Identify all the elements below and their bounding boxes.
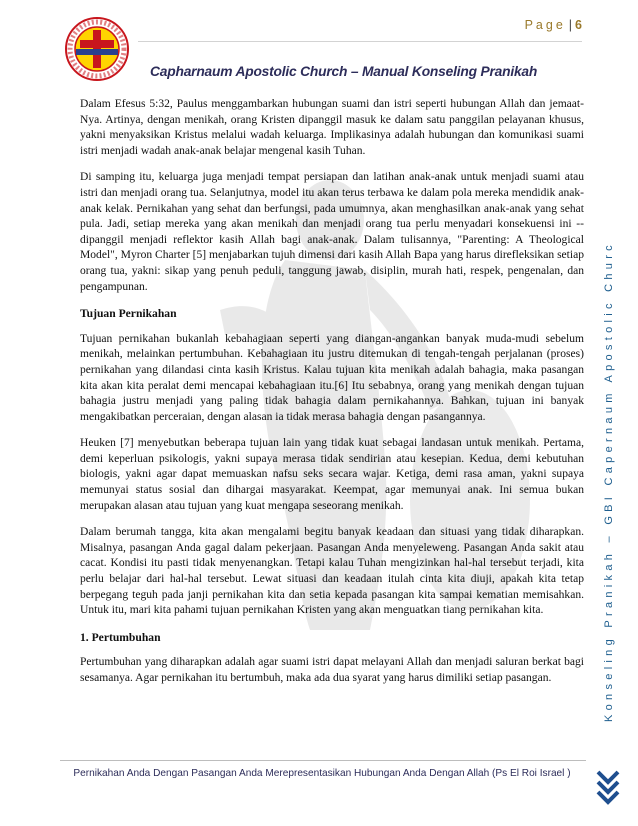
- paragraph: Dalam berumah tangga, kita akan mengalami begitu banyak keadaan dan situasi yang tidak diharapkan. Misalnya, pasangan Anda gagal dalam pekerjaan. Pasangan Anda menyeleweng. Pasangan Anda sakit atau cacat. Kondisi itu pasti tidak menyenangkan. Tetapi kalau Tuhan mengizinkan hal-hal tersebut terjadi, kita perlu belajar dari hal-hal tersebut. Lewat situasi dan keadaan itulah cinta kita diuji, apakah kita tetap berpegang teguh pada janji pernikahan kita dan setia kepada pasangan kita sampai kematian memisahkan. Untuk itu, mari kita pahami tujuan pernikahan Kristen yang akan menguatkan tiang pernikahan kita.: [80, 526, 584, 617]
- paragraph: Pertumbuhan yang diharapkan adalah agar suami istri dapat melayani Allah dan menjadi saluran berkat bagi sesamanya. Agar pernikahan itu bertumbuh, maka ada dua syarat yang harus dimiliki setiap pasangan.: [80, 656, 584, 684]
- document-title: Capharnaum Apostolic Church – Manual Konseling Pranikah: [150, 64, 538, 79]
- vertical-side-title: Konseling Pranikah – GBI Capernaum Apostolic Churc: [603, 241, 615, 722]
- paragraph: Heuken [7] menyebutkan beberapa tujuan lain yang tidak kuat sebagai landasan untuk menikah. Pertama, demi keperluan psikologis, yakni supaya merasa tidak sendirian atau kesepian. Kedua, demi kebutuhan biologis, yakni agar dapat memuaskan nafsu seks secara wajar. Ketiga, demi rasa aman, yakni supaya memunyai status sosial dan dihargai masyarakat. Keempat, agar memunyai anak. Ini semua bukan merupakan alasan atau tujuan yang kuat mengapa seseorang menikah.: [80, 437, 584, 512]
- section-heading: 1. Pertumbuhan: [80, 630, 161, 644]
- footer-divider: [60, 760, 586, 761]
- footer-text: Pernikahan Anda Dengan Pasangan Anda Merepresentasikan Hubungan Anda Dengan Allah (Ps El Roi Israel ): [73, 768, 571, 779]
- church-logo-icon: [64, 16, 130, 82]
- page-label: Page: [524, 18, 566, 32]
- document-body: [80, 97, 584, 698]
- paragraph: Dalam Efesus 5:32, Paulus menggambarkan hubungan suami dan istri seperti hubungan Allah dan jemaat-Nya. Artinya, dengan menikah, orang Kristen dipanggil masuk ke dalam satu panggilan pelayanan khusus, yakni menyaksikan Kristus melalui wadah keluarga. Implikasinya adalah hubungan dan komunikasi suami istri menjadi wadah anak-anak belajar mengenal kasih Tuhan.: [80, 98, 584, 157]
- paragraph: Tujuan pernikahan bukanlah kebahagiaan seperti yang diangan-angankan banyak muda-mudi sebelum menikah, melainkan pertumbuhan. Kebahagiaan itu justru ditemukan di tengah-tengah perjalanan (proses) pernikahan yang dilandasi cinta kasih Kristus. Kalau tujuan kita menikah adalah bahagia, maka pasangan kita akan kita peralat demi mencapai kebahagiaan itu.[6] Itu sebabnya, orang yang menikah dengan tujuan bahagia justru menjadi yang paling tidak bahagia dalam pernikahannya. Bahkan, tujuan ini banyak mengakibatkan perceraian, dengan alasan ia tidak merasa bahagia dengan pasangannya.: [80, 332, 584, 423]
- page-number: Page | 6: [524, 18, 582, 32]
- page-number-value: 6: [575, 18, 582, 32]
- header-divider: [138, 41, 582, 42]
- double-chevron-down-icon: [596, 768, 620, 806]
- section-heading: Tujuan Pernikahan: [80, 307, 177, 321]
- paragraph: Di samping itu, keluarga juga menjadi tempat persiapan dan latihan anak-anak untuk menjadi suami atau istri dan menjadi orang tua. Selanjutnya, model itu akan terus terbawa ke dalam pola mereka mendidik anak-anak kelak. Pernikahan yang sehat dan berfungsi, pada umumnya, akan menghasilkan anak-anak yang sehat pula. Jadi, setiap mereka yang akan menikah dan menjadi orang tua perlu menyadari konsekuensi ini -- dipanggil menjadi reflektor kasih Allah bagi anak-anak. Dalam tulisannya, "Parenting: A Theological Model", Myron Charter [5] menjabarkan tujuh dimensi dari kasih Allah Bapa yang harus direfleksikan setiap orang tua, yakni: sikap yang penuh peduli, tanggung jawab, disiplin, murah hati, respek, pengenalan, dan pengampunan.: [80, 171, 584, 293]
